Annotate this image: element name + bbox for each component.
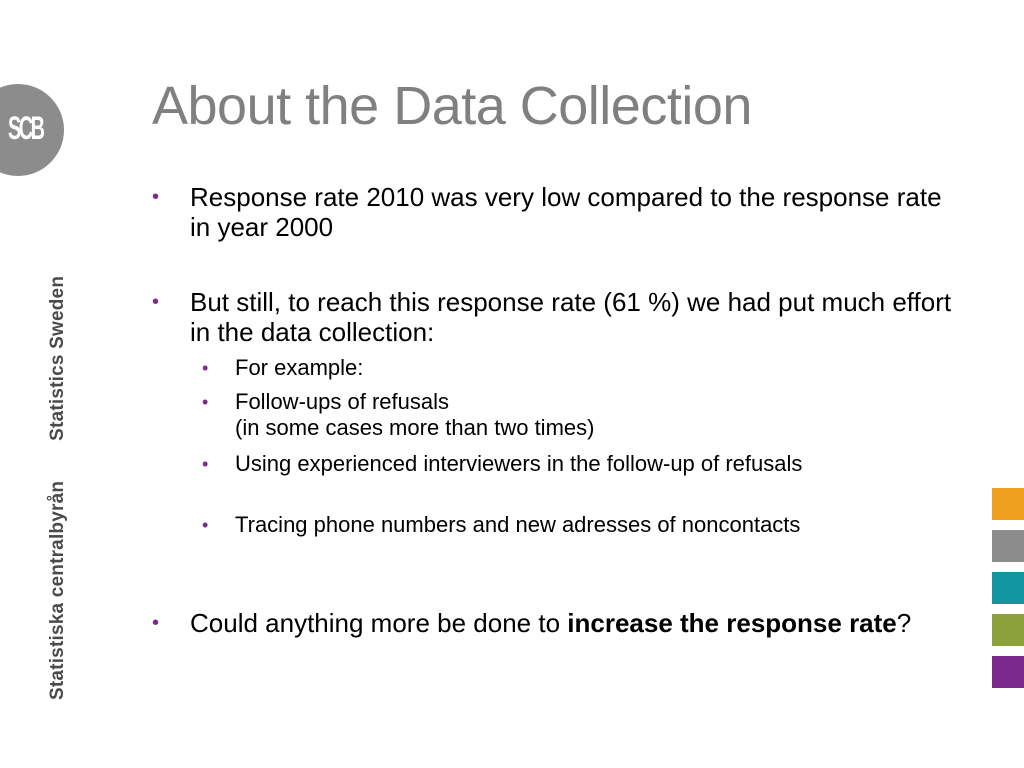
- bullet-item: [152, 182, 960, 242]
- bullet-dot: •: [152, 291, 160, 313]
- bullet-text: But still, to reach this response rate (61 %) we had put much effort in the data collection:: [190, 287, 952, 347]
- sub-bullet-text: Tracing phone numbers and new adresses of noncontacts: [235, 512, 801, 537]
- scb-logo: [0, 84, 64, 176]
- bullet-dot: •: [152, 612, 160, 634]
- sub-bullet-dot: •: [202, 392, 209, 412]
- bullet-text-after: ?: [896, 608, 912, 638]
- color-swatch-gray: [992, 530, 1024, 562]
- sub-bullet-item: [202, 512, 935, 538]
- bullet-text-bold: increase the response rate: [567, 608, 897, 638]
- org-name-swedish: Statistiska centralbyrån: [47, 480, 68, 700]
- sub-bullet-dot: •: [202, 358, 209, 378]
- sub-bullet-text: Using experienced interviewers in the follow-up of refusals: [235, 451, 803, 476]
- bullet-dot: •: [152, 186, 160, 208]
- sub-bullet-text-line2: (in some cases more than two times): [235, 415, 595, 440]
- color-swatch-green: [992, 614, 1024, 646]
- logo-text: SCB: [8, 110, 43, 146]
- sub-bullet-text-line1: Follow-ups of refusals: [235, 389, 449, 414]
- bullet-item: [152, 608, 960, 638]
- color-swatch-teal: [992, 572, 1024, 604]
- color-swatch-purple: [992, 656, 1024, 688]
- bullet-text: Response rate 2010 was very low compared to the response rate in year 2000: [190, 182, 942, 242]
- color-swatch-orange: [992, 488, 1024, 520]
- bullet-text-before: Could anything more be done to: [190, 608, 568, 638]
- org-name-english: Statistics Sweden: [47, 275, 68, 441]
- sub-bullet-item: [202, 389, 935, 441]
- sub-bullet-dot: •: [202, 454, 209, 474]
- sub-bullet-dot: •: [202, 515, 209, 535]
- vertical-brand-label: [47, 276, 69, 700]
- sub-bullet-text: For example:: [235, 355, 364, 380]
- sub-bullet-item: [202, 451, 935, 477]
- slide-title: About the Data Collection: [152, 76, 752, 136]
- bullet-item: [152, 287, 960, 347]
- sub-bullet-item: [202, 355, 935, 381]
